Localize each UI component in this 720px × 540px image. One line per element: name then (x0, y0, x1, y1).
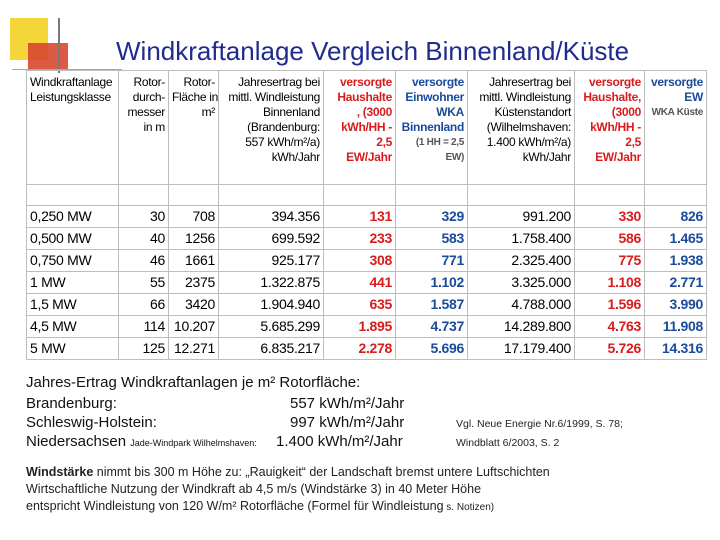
header-line: 2,5 (376, 135, 392, 149)
header-line: WKA (436, 105, 464, 119)
header-line: , (3000 (356, 105, 392, 119)
table-row (27, 228, 707, 250)
cell-yield-inland: 925.177 (219, 250, 324, 272)
cell-power-class: 4,5 MW (27, 316, 119, 338)
cell-households-inland: 308 (324, 250, 396, 272)
header-line: WKA Küste (651, 107, 703, 118)
header-yield-coast (468, 71, 575, 185)
cell-households-inland: 441 (324, 272, 396, 294)
header-line: Rotor- (183, 75, 215, 89)
cell-power-class: 0,750 MW (27, 250, 119, 272)
cell-households-coast: 1.596 (575, 294, 645, 316)
cell-residents-inland: 771 (396, 250, 468, 272)
cell-households-coast: 1.108 (575, 272, 645, 294)
note-line-1 (26, 465, 550, 479)
cell-residents-coast: 826 (645, 206, 707, 228)
header-line: durch- (132, 90, 165, 104)
header-line: (Brandenburg: (247, 120, 320, 134)
cell-rotor-area: 10.207 (169, 316, 219, 338)
header-line: versorgte (340, 75, 392, 89)
cell-power-class: 1,5 MW (27, 294, 119, 316)
spacer-cell (468, 185, 575, 206)
cell-power-class: 1 MW (27, 272, 119, 294)
header-line: versorgte (651, 75, 703, 89)
yield-heading: Jahres-Ertrag Windkraftanlagen je m² Rotorfläche: (26, 374, 361, 391)
cell-households-inland: 233 (324, 228, 396, 250)
header-line: versorgte (412, 75, 464, 89)
cell-yield-inland: 394.356 (219, 206, 324, 228)
header-line: (3000 (611, 105, 641, 119)
note-line-1-rest: nimmt bis 300 m Höhe zu: „Rauigkeit“ der Landschaft bremst untere Luftschichten (93, 465, 550, 479)
cell-residents-inland: 4.737 (396, 316, 468, 338)
header-line: versorgte (589, 75, 641, 89)
cell-rotor-diameter: 125 (119, 338, 169, 360)
header-line: m² (201, 105, 215, 119)
header-yield-inland (219, 71, 324, 185)
cell-rotor-area: 1661 (169, 250, 219, 272)
header-line: mittl. Windleistung (228, 90, 320, 104)
cell-households-coast: 586 (575, 228, 645, 250)
cell-rotor-diameter: 30 (119, 206, 169, 228)
niedersachsen-note: Jade-Windpark Wilhelmshaven: (130, 438, 257, 448)
schleswig-holstein-label: Schleswig-Holstein: (26, 414, 157, 431)
cell-households-inland: 1.895 (324, 316, 396, 338)
header-line: messer (127, 105, 165, 119)
spacer-cell (169, 185, 219, 206)
spacer-cell (27, 185, 119, 206)
cell-power-class: 0,500 MW (27, 228, 119, 250)
page-title: Windkraftanlage Vergleich Binnenland/Küste (116, 36, 630, 66)
header-line: kWh/Jahr (522, 150, 571, 164)
cell-yield-inland: 1.322.875 (219, 272, 324, 294)
cell-households-inland: 2.278 (324, 338, 396, 360)
cell-rotor-area: 2375 (169, 272, 219, 294)
cell-yield-inland: 5.685.299 (219, 316, 324, 338)
header-power-class (27, 71, 119, 185)
header-line: kWh/HH - (590, 120, 641, 134)
cell-yield-coast: 2.325.400 (468, 250, 575, 272)
decor-red-square (28, 43, 68, 71)
spacer-cell (396, 185, 468, 206)
header-line: (1 HH = 2,5 (415, 137, 464, 148)
header-rotor-area (169, 71, 219, 185)
header-line: Haushalte, (583, 90, 641, 104)
header-line: kWh/Jahr (271, 150, 320, 164)
cell-residents-coast: 3.990 (645, 294, 707, 316)
cell-residents-inland: 583 (396, 228, 468, 250)
header-line: (Wilhelmshaven: (486, 120, 571, 134)
note-line-2: Wirtschaftliche Nutzung der Windkraft ab 4,5 m/s (Windstärke 3) in 40 Meter Höhe (26, 482, 482, 496)
cell-rotor-diameter: 55 (119, 272, 169, 294)
comparison-table (26, 70, 707, 360)
cell-yield-coast: 17.179.400 (468, 338, 575, 360)
header-line: EW/Jahr (346, 150, 392, 164)
table-row (27, 272, 707, 294)
cell-residents-inland: 329 (396, 206, 468, 228)
source-2: Windblatt 6/2003, S. 2 (456, 437, 560, 449)
cell-residents-coast: 11.908 (645, 316, 707, 338)
cell-residents-coast: 1.465 (645, 228, 707, 250)
cell-residents-coast: 14.316 (645, 338, 707, 360)
table-row (27, 206, 707, 228)
header-residents-coast (645, 71, 707, 185)
header-line: EW/Jahr (595, 150, 641, 164)
cell-rotor-diameter: 114 (119, 316, 169, 338)
cell-yield-inland: 699.592 (219, 228, 324, 250)
header-line: Leistungsklasse (30, 90, 111, 104)
header-line: 557 kWh/m²/a) (245, 135, 320, 149)
header-line: Haushalte (337, 90, 392, 104)
cell-households-inland: 131 (324, 206, 396, 228)
header-line: Binnenland (401, 120, 464, 134)
header-line: Windkraftanlage (30, 75, 113, 89)
header-line: Jahresertrag bei (238, 75, 320, 89)
header-line: EW) (445, 152, 464, 163)
cell-yield-coast: 1.758.400 (468, 228, 575, 250)
cell-yield-inland: 6.835.217 (219, 338, 324, 360)
brandenburg-label: Brandenburg: (26, 395, 117, 412)
cell-rotor-diameter: 46 (119, 250, 169, 272)
cell-households-coast: 775 (575, 250, 645, 272)
note-line-3-small: s. Notizen) (443, 502, 495, 513)
header-line: mittl. Windleistung (479, 90, 571, 104)
cell-yield-coast: 14.289.800 (468, 316, 575, 338)
cell-rotor-diameter: 40 (119, 228, 169, 250)
header-residents-inland (396, 71, 468, 185)
header-line: kWh/HH - (341, 120, 392, 134)
cell-rotor-area: 12.271 (169, 338, 219, 360)
header-rotor-diameter (119, 71, 169, 185)
source-1: Vgl. Neue Energie Nr.6/1999, S. 78; (456, 418, 623, 430)
header-line: 2,5 (625, 135, 641, 149)
note-line-3 (26, 499, 494, 513)
note-line-3-text: entspricht Windleistung von 120 W/m² Rotorfläche (Formel für Windleistung (26, 499, 444, 513)
header-line: Jahresertrag bei (489, 75, 571, 89)
cell-households-coast: 5.726 (575, 338, 645, 360)
header-line: in m (143, 120, 165, 134)
niedersachsen-value: 1.400 kWh/m²/Jahr (276, 433, 403, 450)
header-households-inland (324, 71, 396, 185)
header-line: EW (684, 90, 703, 104)
spacer-cell (219, 185, 324, 206)
header-line: Küstenstandort (494, 105, 571, 119)
note-bold: Windstärke (26, 465, 94, 479)
schleswig-holstein-value: 997 kWh/m²/Jahr (290, 414, 405, 431)
header-line: Rotor- (133, 75, 165, 89)
cell-rotor-area: 708 (169, 206, 219, 228)
spacer-cell (324, 185, 396, 206)
spacer-cell (645, 185, 707, 206)
decor-vertical-line (58, 18, 60, 73)
header-households-coast (575, 71, 645, 185)
cell-rotor-diameter: 66 (119, 294, 169, 316)
cell-yield-coast: 4.788.000 (468, 294, 575, 316)
niedersachsen-label (26, 433, 257, 450)
cell-residents-coast: 1.938 (645, 250, 707, 272)
cell-yield-coast: 3.325.000 (468, 272, 575, 294)
table-spacer-row (27, 185, 707, 206)
table-row (27, 250, 707, 272)
cell-residents-coast: 2.771 (645, 272, 707, 294)
table-row (27, 316, 707, 338)
header-line: Einwohner (405, 90, 464, 104)
spacer-cell (119, 185, 169, 206)
cell-households-coast: 330 (575, 206, 645, 228)
header-line: Binnenland (262, 105, 320, 119)
header-line: 1.400 kWh/m²/a) (486, 135, 571, 149)
cell-residents-inland: 5.696 (396, 338, 468, 360)
cell-yield-coast: 991.200 (468, 206, 575, 228)
cell-residents-inland: 1.102 (396, 272, 468, 294)
cell-power-class: 0,250 MW (27, 206, 119, 228)
brandenburg-value: 557 kWh/m²/Jahr (290, 395, 405, 412)
cell-rotor-area: 1256 (169, 228, 219, 250)
cell-households-coast: 4.763 (575, 316, 645, 338)
niedersachsen-name: Niedersachsen (26, 433, 127, 450)
cell-residents-inland: 1.587 (396, 294, 468, 316)
table-header-row (27, 71, 707, 185)
table-row (27, 338, 707, 360)
spacer-cell (575, 185, 645, 206)
table-row (27, 294, 707, 316)
cell-power-class: 5 MW (27, 338, 119, 360)
cell-households-inland: 635 (324, 294, 396, 316)
cell-yield-inland: 1.904.940 (219, 294, 324, 316)
header-line: Fläche in (172, 90, 218, 104)
cell-rotor-area: 3420 (169, 294, 219, 316)
